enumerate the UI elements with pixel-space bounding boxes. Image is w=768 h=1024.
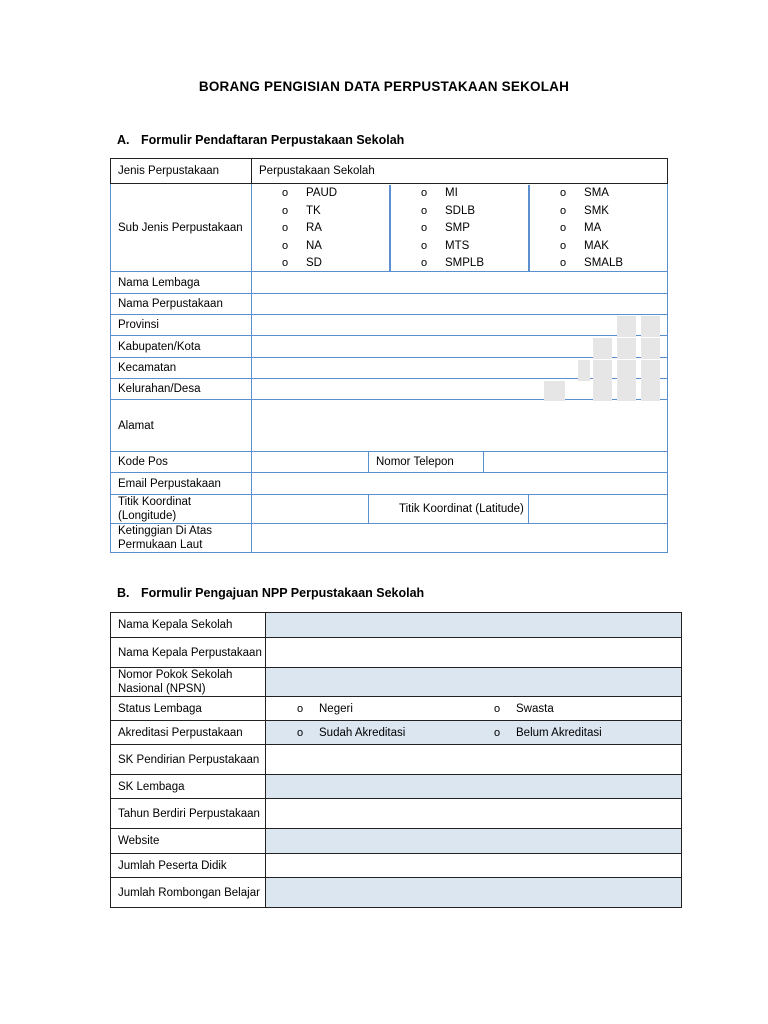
radio-bullet-icon: o	[282, 222, 289, 235]
sub-jenis-option-label: SDLB	[445, 204, 476, 217]
radio-bullet-icon: o	[421, 222, 428, 235]
section-b-letter: B.	[117, 586, 130, 600]
sub-jenis-option[interactable]	[282, 185, 389, 203]
kelurahan-label: Kelurahan/Desa	[111, 379, 252, 400]
sub-jenis-option[interactable]	[560, 185, 667, 203]
grey-block	[617, 316, 636, 337]
jumlah-rombongan-field[interactable]	[266, 878, 682, 908]
status-lembaga-options	[297, 702, 681, 716]
sub-jenis-option[interactable]	[421, 237, 528, 255]
sub-jenis-col-3	[528, 185, 667, 271]
latitude-label: Titik Koordinat (Latitude)	[369, 495, 529, 524]
sudah-akreditasi-label: Sudah Akreditasi	[319, 726, 406, 739]
radio-bullet-icon: o	[560, 187, 567, 200]
grey-block	[641, 360, 660, 381]
kode-pos-field[interactable]	[252, 452, 369, 473]
grey-block	[593, 338, 612, 359]
sub-jenis-option-label: SMP	[445, 222, 470, 235]
website-label: Website	[111, 829, 266, 854]
grey-block	[641, 381, 660, 401]
akreditasi-label: Akreditasi Perpustakaan	[111, 721, 266, 745]
sub-jenis-option-label: MI	[445, 187, 458, 200]
status-negeri-label: Negeri	[319, 702, 353, 715]
status-swasta-label: Swasta	[516, 702, 554, 715]
sub-jenis-option[interactable]	[282, 220, 389, 238]
radio-bullet-icon: o	[421, 239, 428, 252]
sub-jenis-option[interactable]	[560, 202, 667, 220]
nama-kepala-perpustakaan-field[interactable]	[266, 638, 682, 668]
sub-jenis-option[interactable]	[421, 202, 528, 220]
sub-jenis-col-2	[389, 185, 528, 271]
sub-jenis-option[interactable]	[560, 255, 667, 272]
latitude-field[interactable]	[529, 495, 668, 524]
section-b-heading	[117, 586, 424, 600]
nomor-telepon-label: Nomor Telepon	[369, 452, 484, 473]
nomor-telepon-field[interactable]	[484, 452, 668, 473]
sub-jenis-option[interactable]	[421, 255, 528, 272]
sub-jenis-option-label: PAUD	[306, 187, 338, 200]
radio-bullet-icon: o	[297, 702, 304, 715]
sub-jenis-option-label: SMALB	[584, 257, 624, 270]
sub-jenis-option[interactable]	[282, 237, 389, 255]
longitude-field[interactable]	[252, 495, 369, 524]
grey-block	[641, 316, 660, 337]
grey-block	[593, 381, 612, 401]
grey-block	[578, 360, 590, 381]
sub-jenis-option-label: SD	[306, 257, 322, 270]
radio-bullet-icon: o	[560, 204, 567, 217]
radio-bullet-icon: o	[560, 257, 567, 270]
sk-lembaga-label: SK Lembaga	[111, 775, 266, 799]
tahun-berdiri-label: Tahun Berdiri Perpustakaan	[111, 799, 266, 829]
kecamatan-label: Kecamatan	[111, 358, 252, 379]
belum-akreditasi-option[interactable]	[494, 726, 602, 740]
status-swasta-option[interactable]	[494, 702, 554, 716]
alamat-field[interactable]	[252, 400, 668, 452]
tahun-berdiri-field[interactable]	[266, 799, 682, 829]
grey-block	[593, 360, 612, 381]
jenis-perpustakaan-value: Perpustakaan Sekolah	[252, 159, 668, 184]
sub-jenis-option-label: MA	[584, 222, 602, 235]
sudah-akreditasi-option[interactable]	[297, 726, 494, 740]
website-field[interactable]	[266, 829, 682, 854]
nama-kepala-sekolah-field[interactable]	[266, 613, 682, 638]
sub-jenis-option[interactable]	[282, 202, 389, 220]
registration-form-table	[110, 158, 668, 553]
sub-jenis-option[interactable]	[421, 185, 528, 203]
sub-jenis-option-label: SMK	[584, 204, 609, 217]
ketinggian-label: Ketinggian Di Atas Permukaan Laut	[111, 524, 252, 553]
sub-jenis-options	[252, 184, 668, 272]
radio-bullet-icon: o	[421, 204, 428, 217]
nama-perpustakaan-field[interactable]	[252, 294, 668, 315]
akreditasi-options	[297, 726, 681, 740]
npp-form-table	[110, 612, 682, 908]
sub-jenis-label: Sub Jenis Perpustakaan	[111, 184, 252, 272]
nama-kepala-perpustakaan-label: Nama Kepala Perpustakaan	[111, 638, 266, 668]
kabupaten-label: Kabupaten/Kota	[111, 336, 252, 358]
sub-jenis-option-label: NA	[306, 239, 322, 252]
ketinggian-field[interactable]	[252, 524, 668, 553]
radio-bullet-icon: o	[282, 187, 289, 200]
status-lembaga-label: Status Lembaga	[111, 697, 266, 721]
nama-lembaga-field[interactable]	[252, 272, 668, 294]
grey-block	[617, 360, 636, 381]
grey-block	[617, 338, 636, 359]
grey-block	[641, 338, 660, 359]
kode-pos-label: Kode Pos	[111, 452, 252, 473]
radio-bullet-icon: o	[421, 187, 428, 200]
sub-jenis-option-label: SMPLB	[445, 257, 485, 270]
jumlah-rombongan-label: Jumlah Rombongan Belajar	[111, 878, 266, 908]
sub-jenis-option[interactable]	[282, 255, 389, 272]
section-a-heading	[117, 133, 404, 147]
email-field[interactable]	[252, 473, 668, 495]
radio-bullet-icon: o	[282, 257, 289, 270]
sk-lembaga-field[interactable]	[266, 775, 682, 799]
sub-jenis-option[interactable]	[560, 220, 667, 238]
sub-jenis-option-label: MAK	[584, 239, 609, 252]
radio-bullet-icon: o	[494, 702, 501, 715]
jumlah-peserta-field[interactable]	[266, 854, 682, 878]
jenis-perpustakaan-label: Jenis Perpustakaan	[111, 159, 252, 184]
sub-jenis-option[interactable]	[560, 237, 667, 255]
grey-block	[544, 381, 565, 401]
longitude-label: Titik Koordinat (Longitude)	[111, 495, 252, 524]
nama-perpustakaan-label: Nama Perpustakaan	[111, 294, 252, 315]
npsn-field[interactable]	[266, 668, 682, 697]
sub-jenis-col-1	[252, 185, 389, 271]
section-a-letter: A.	[117, 133, 130, 147]
radio-bullet-icon: o	[282, 204, 289, 217]
sub-jenis-option-label: MTS	[445, 239, 470, 252]
radio-bullet-icon: o	[421, 257, 428, 270]
email-label: Email Perpustakaan	[111, 473, 252, 495]
section-b-title: Formulir Pengajuan NPP Perpustakaan Sekolah	[141, 586, 425, 600]
sub-jenis-option-label: SMA	[584, 187, 609, 200]
nama-lembaga-label: Nama Lembaga	[111, 272, 252, 294]
radio-bullet-icon: o	[282, 239, 289, 252]
alamat-label: Alamat	[111, 400, 252, 452]
sub-jenis-option-label: TK	[306, 204, 321, 217]
grey-block	[617, 381, 636, 401]
sk-pendirian-field[interactable]	[266, 745, 682, 775]
jumlah-peserta-label: Jumlah Peserta Didik	[111, 854, 266, 878]
section-a-title: Formulir Pendaftaran Perpustakaan Sekolah	[141, 133, 405, 147]
radio-bullet-icon: o	[494, 726, 501, 739]
radio-bullet-icon: o	[297, 726, 304, 739]
sub-jenis-option[interactable]	[421, 220, 528, 238]
belum-akreditasi-label: Belum Akreditasi	[516, 726, 602, 739]
document-title: BORANG PENGISIAN DATA PERPUSTAKAAN SEKOLAH	[198, 79, 570, 94]
provinsi-field[interactable]	[252, 315, 668, 336]
sk-pendirian-label: SK Pendirian Perpustakaan	[111, 745, 266, 775]
sub-jenis-option-label: RA	[306, 222, 322, 235]
provinsi-label: Provinsi	[111, 315, 252, 336]
nama-kepala-sekolah-label: Nama Kepala Sekolah	[111, 613, 266, 638]
radio-bullet-icon: o	[560, 222, 567, 235]
npsn-label: Nomor Pokok Sekolah Nasional (NPSN)	[111, 668, 266, 697]
radio-bullet-icon: o	[560, 239, 567, 252]
status-negeri-option[interactable]	[297, 702, 494, 716]
